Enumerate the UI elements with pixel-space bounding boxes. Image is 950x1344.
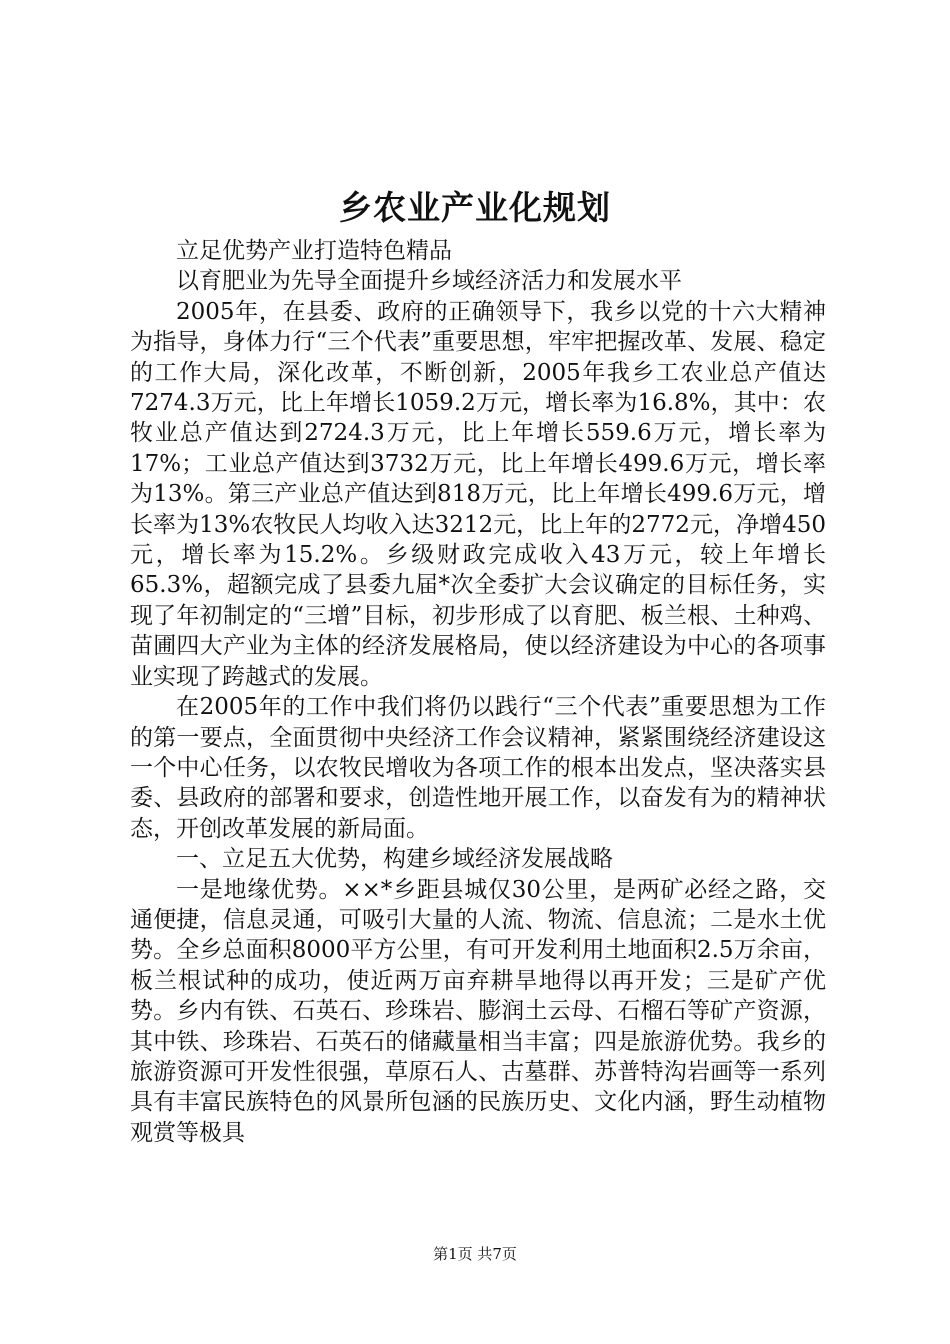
paragraph-1: 2005年，在县委、政府的正确领导下，我乡以党的十六大精神为指导，身体力行“三个代表”重要思想，牢牢把握改革、发展、稳定的工作大局，深化改革，不断创新，2005年我乡工农业总产值达7274.3万元，比上年增长1059.2万元，增长率为16.8%，其中：农牧业总产值达到2724.3万元，比上年增长559.6万元，增长率为17%；工业总产值达到3732万元，比上年增长499.6万元，增长率为13%。第三产业总产值达到818万元，比上年增长499.6万元，增长率为13%农牧民人均收入达3212元，比上年的2772元，净增450元，增长率为15.2%。乡级财政完成收入43万元，较上年增长65.3%，超额完成了县委九届*次全委扩大会议确定的目标任务，实现了年初制定的“三增”目标，初步形成了以育肥、板兰根、土种鸡、苗圃四大产业为主体的经济发展格局，使以经济建设为中心的各项事业实现了跨越式的发展。 bbox=[130, 298, 826, 690]
page-footer: 第1页 共7页 bbox=[433, 1245, 517, 1263]
section-heading-1: 一、立足五大优势，构建乡域经济发展战略 bbox=[176, 846, 613, 873]
document-body bbox=[130, 236, 826, 1148]
paragraph-2: 在2005年的工作中我们将仍以践行“三个代表”重要思想为工作的第一要点，全面贯彻中央经济工作会议精神，紧紧围绕经济建设这一个中心任务，以农牧民增收为各项工作的根本出发点，坚决落实县委、县政府的部署和要求，创造性地开展工作，以奋发有为的精神状态，开创改革发展的新局面。 bbox=[130, 694, 826, 842]
document-title: 乡农业产业化规划 bbox=[339, 188, 611, 227]
subtitle-line-2: 以育肥业为先导全面提升乡域经济活力和发展水平 bbox=[176, 268, 682, 295]
subtitle-line-1: 立足优势产业打造特色精品 bbox=[176, 238, 452, 264]
paragraph-3: 一是地缘优势。××*乡距县城仅30公里，是两矿必经之路，交通便捷，信息灵通，可吸引大量的人流、物流、信息流；二是水土优势。全乡总面积8000平方公里，有可开发利用土地面积2.5万余亩，板兰根试种的成功，使近两万亩弃耕旱地得以再开发；三是矿产优势。乡内有铁、石英石、珍珠岩、膨润土云母、石榴石等矿产资源，其中铁、珍珠岩、石英石的储藏量相当丰富；四是旅游优势。我乡的旅游资源可开发性很强，草原石人、古墓群、苏普特沟岩画等一系列具有丰富民族特色的风景所包涵的民族历史、文化内涵，野生动植物观赏等极具 bbox=[130, 876, 826, 1146]
